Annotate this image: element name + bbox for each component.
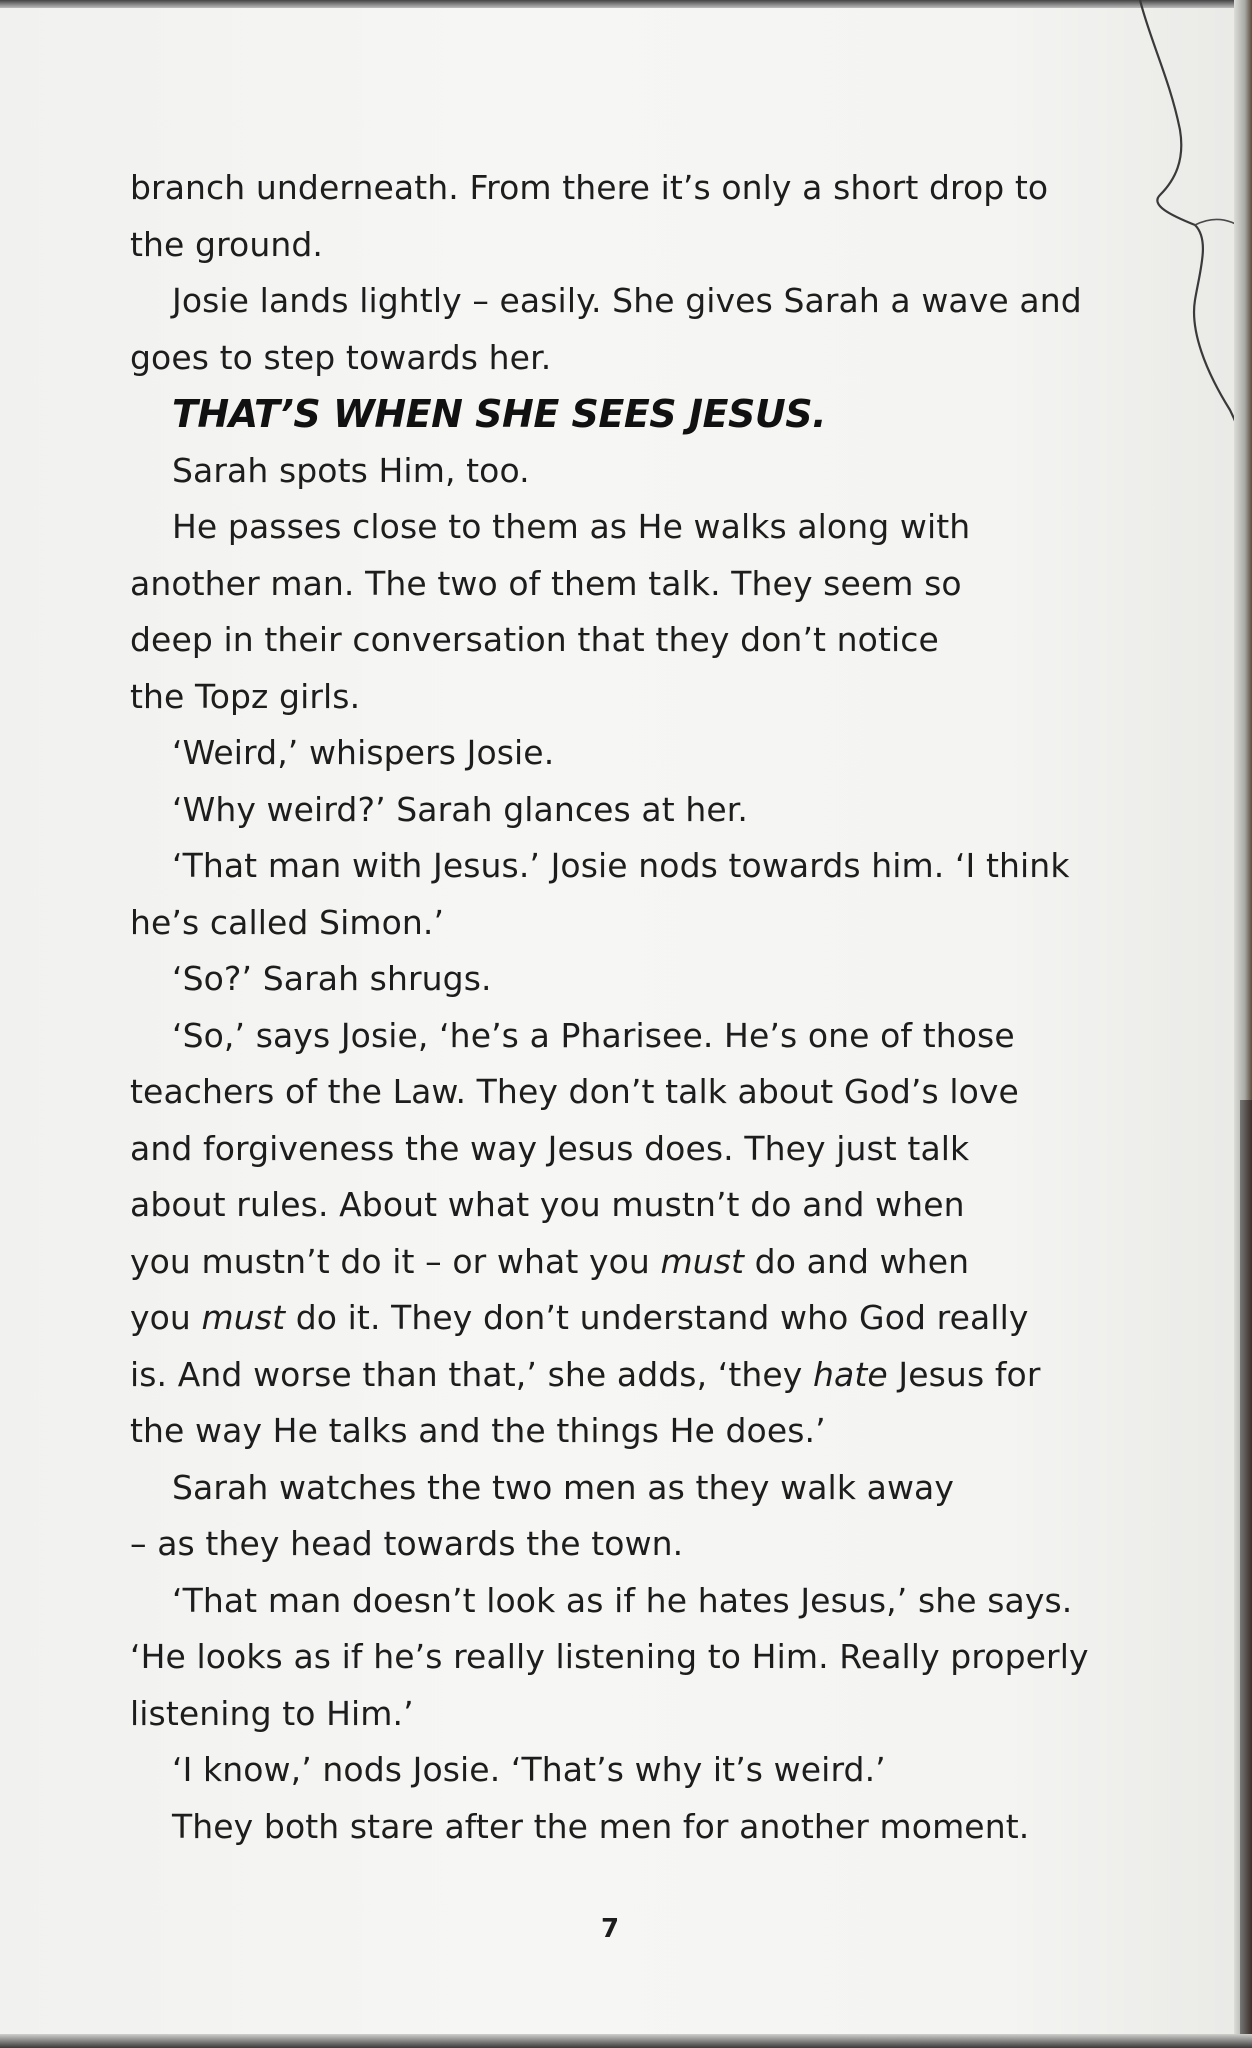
text-segment: do and when <box>744 1241 970 1281</box>
text-line-with-italic <box>130 1234 1100 1291</box>
text-line: and forgiveness the way Jesus does. They just talk <box>130 1128 970 1168</box>
text-segment: Jesus for <box>887 1354 1041 1394</box>
italic-word: must <box>660 1241 745 1281</box>
text-line: ‘That man with Jesus.’ Josie nods towards him. ‘I think <box>172 846 1070 885</box>
text-line: – as they head towards the town. <box>130 1524 684 1563</box>
text-line: ‘That man doesn’t look as if he hates Jesus,’ she says. <box>172 1580 1073 1620</box>
text-line: Sarah spots Him, too. <box>172 450 530 490</box>
text-line: Josie lands lightly – easily. She gives Sarah a wave and <box>172 281 1082 320</box>
text-line: They both stare after the men for another moment. <box>172 1806 1030 1846</box>
text-line-with-italic <box>130 1290 1100 1347</box>
page-bottom-edge <box>0 2034 1252 2048</box>
text-line: he’s called Simon.’ <box>130 902 445 942</box>
page-number: 7 <box>600 1914 620 1944</box>
text-line: the way He talks and the things He does.’ <box>130 1411 826 1450</box>
text-line: teachers of the Law. They don’t talk about God’s love <box>130 1072 1019 1111</box>
text-line: deep in their conversation that they don’t notice <box>130 620 939 659</box>
text-line: another man. The two of them talk. They seem so <box>130 563 962 603</box>
book-cover-edge <box>1240 1100 1252 2048</box>
text-line: about rules. About what you mustn’t do and when <box>130 1185 965 1224</box>
text-line: ‘So,’ says Josie, ‘he’s a Pharisee. He’s one of those <box>172 1015 1015 1055</box>
text-line-with-italic <box>130 1347 1100 1404</box>
text-segment: you <box>130 1298 202 1337</box>
text-line: ‘Weird,’ whispers Josie. <box>172 733 555 772</box>
text-segment: is. And worse than that,’ she adds, ‘they <box>130 1354 814 1394</box>
italic-word: must <box>201 1298 286 1337</box>
text-line: ‘I know,’ nods Josie. ‘That’s why it’s weird.’ <box>172 1750 886 1789</box>
emphasis-heading: THAT’S WHEN SHE SEES JESUS. <box>172 392 827 436</box>
text-line: listening to Him.’ <box>130 1693 414 1733</box>
text-segment: you mustn’t do it – or what you <box>130 1241 661 1281</box>
italic-word: hate <box>813 1354 888 1394</box>
text-line: branch underneath. From there it’s only a short drop to <box>130 168 1049 207</box>
text-line: ‘So?’ Sarah shrugs. <box>172 959 492 998</box>
text-line: ‘Why weird?’ Sarah glances at her. <box>172 789 748 829</box>
text-line: the Topz girls. <box>130 676 361 716</box>
text-segment: do it. They don’t understand who God really <box>285 1298 1029 1337</box>
text-line: Sarah watches the two men as they walk away <box>172 1467 954 1507</box>
text-line: goes to step towards her. <box>130 337 552 377</box>
text-line: the ground. <box>130 224 323 264</box>
text-line: ‘He looks as if he’s really listening to Him. Really properly <box>130 1637 1089 1676</box>
text-line: He passes close to them as He walks along with <box>172 507 971 546</box>
story-text <box>130 160 1100 1855</box>
